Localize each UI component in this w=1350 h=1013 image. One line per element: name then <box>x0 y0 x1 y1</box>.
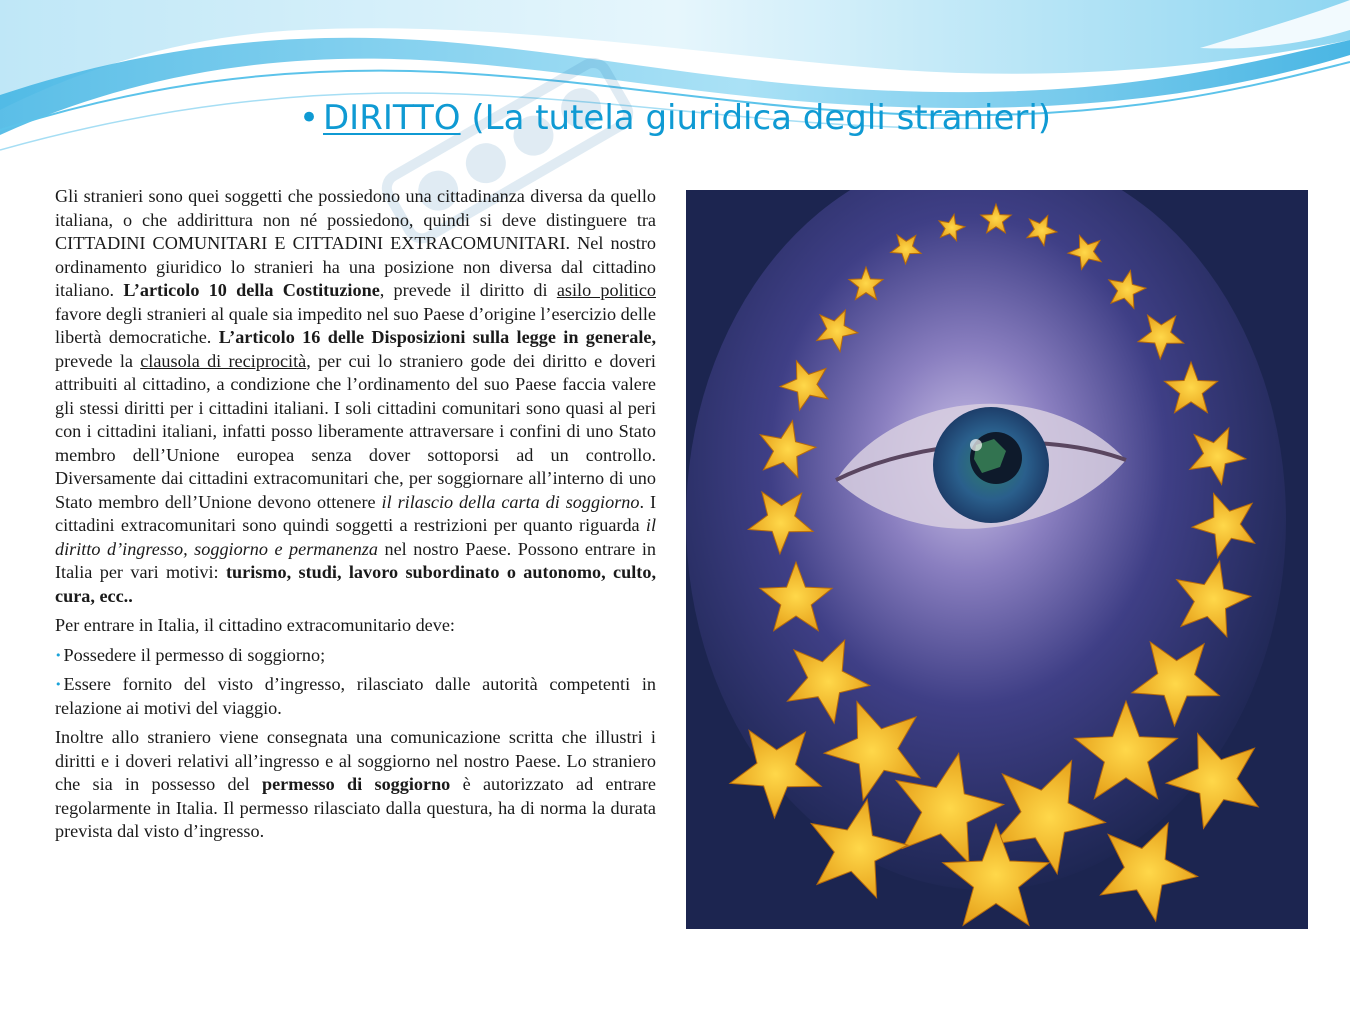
text-run: . I cittadini extracomunitari sono quindi soggetti a restrizioni per quanto riguarda <box>55 491 657 535</box>
body-text <box>55 185 656 850</box>
italic-diritto-ingresso: il diritto d’ingresso, soggiorno e permanenza <box>55 515 656 559</box>
text-run: è autorizzato ad entrare regolarmente in Italia. Il permesso rilasciato dalla questura, ha di norma la durata prevista dal visto d’ingresso. <box>55 774 656 841</box>
text-run: nel nostro Paese. Possono entrare in Italia per vari motivi: <box>55 538 656 582</box>
text-run: , per cui lo straniero gode dei diritto e doveri attribuiti al cittadino, a condizione che l’ordinamento del suo Paese faccia valere gli stessi diritti per i cittadini italiani. I soli cittadini comunitari sono quasi al peri con i cittadini italiani, infatti posso liberamente attraversare i confini di uno Stato membro dell’Unione europea senza dover sottoporsi ad un controllo. Diversamente dai cittadini extracomunitari che, per soggiornare all’interno di uno Stato membro dell’Unione devono ottenere <box>55 350 656 512</box>
text-run: prevede la <box>55 350 141 371</box>
bullet-icon: • <box>55 648 62 662</box>
text-run: , prevede il diritto di <box>379 280 557 300</box>
eye-with-eu-stars-image <box>686 190 1308 929</box>
slide-title <box>0 98 1350 138</box>
paragraph-closing <box>55 726 656 844</box>
title-subtitle: (La tutela giuridica degli stranieri) <box>460 98 1052 138</box>
text-run: Gli stranieri sono quei soggetti che possiedono una cittadinanza diversa da quello italiana, o che addirittura non né possiedono, quindi si deve distinguere tra CITTADINI COMUNITARI E CITTADINI EXTRACOMUNITARI. Nel nostro ordinamento giuridico lo stranieri ha una posizione non diversa dal cittadino italiano. <box>55 186 656 300</box>
link-asilo-politico[interactable]: asilo politico <box>556 280 656 300</box>
bold-motivi: turismo, studi, lavoro subordinato o autonomo, culto, cura, ecc.. <box>55 562 656 606</box>
italic-carta-soggiorno: il rilascio della carta di soggiorno <box>381 491 640 512</box>
title-bullet: • <box>298 98 319 138</box>
text-run: Inoltre allo straniero viene consegnata una comunicazione scritta che illustri i diritti e i doveri relativi all’ingresso e al soggiorno nel nostro Paese. Lo straniero che sia in possesso del <box>55 727 656 794</box>
text-run: favore degli stranieri al quale sia impedito nel suo Paese d’origine l’esercizio delle libertà democratiche. <box>55 303 656 347</box>
bullet-icon: • <box>55 678 62 691</box>
bold-permesso-soggiorno: permesso di soggiorno <box>261 774 451 794</box>
list-item-text: Essere fornito del visto d’ingresso, rilasciato dalle autorità competenti in relazione ai motivi del viaggio. <box>55 674 656 718</box>
link-clausola-reciprocita[interactable]: clausola di reciprocità <box>140 350 307 371</box>
bold-article-16: L’articolo 16 delle Disposizioni sulla legge in generale, <box>218 327 656 347</box>
list-item-text: Possedere il permesso di soggiorno; <box>63 644 326 665</box>
paragraph-intro <box>55 185 656 608</box>
paragraph-requirements: Per entrare in Italia, il cittadino extracomunitario deve: <box>55 615 455 635</box>
list-item-permesso <box>55 644 656 668</box>
list-item-visto <box>55 673 656 720</box>
bold-article-10: L’articolo 10 della Costituzione <box>123 280 380 300</box>
title-link-diritto[interactable]: DIRITTO <box>323 98 461 138</box>
